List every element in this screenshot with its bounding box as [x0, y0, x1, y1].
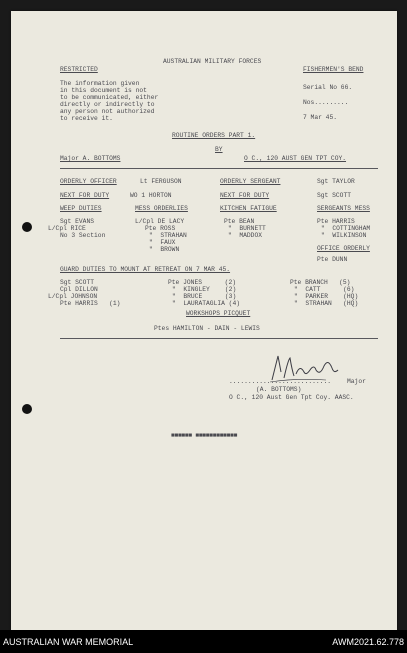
orderly-officer-label: ORDERLY OFFICER [60, 178, 117, 185]
guard-line: " CATT (6) [294, 286, 355, 293]
orderly-sergeant: Sgt TAYLOR [317, 178, 355, 185]
kitchen-fatigue-line: " MADDOX [228, 232, 263, 239]
office-orderly-title: OFFICE ORDERLY [317, 245, 370, 252]
weep-duties-line: Sgt EVANS [60, 218, 95, 225]
guard-line: " LAURATAGLIA (4) [172, 300, 241, 307]
notice-line: directly or indirectly to [60, 101, 155, 108]
mess-orderlies-line: " FAUX [149, 239, 176, 246]
guard-line: L/Cpl JOHNSON [48, 293, 98, 300]
next-sergeant: Sgt SCOTT [317, 192, 352, 199]
weep-duties-line: L/Cpl RICE [48, 225, 86, 232]
orderly-officer: Lt FERGUSON [140, 178, 182, 185]
mess-orderlies-line: " BROWN [149, 246, 180, 253]
sergeants-mess-title: SERGEANTS MESS [317, 205, 370, 212]
nos-field: Nos......... [303, 99, 349, 106]
weep-duties-title: WEEP DUTIES [60, 205, 102, 212]
sergeants-mess-line: " COTTINGHAM [321, 225, 371, 232]
sergeants-mess-line: " WILKINSON [321, 232, 367, 239]
order-date: 7 Mar 45. [303, 114, 338, 121]
guard-line: " STRAHAN (HQ) [294, 300, 359, 307]
guard-line: " PARKER (HQ) [294, 293, 359, 300]
header-title: AUSTRALIAN MILITARY FORCES [163, 58, 262, 65]
orderly-sergeant-label: ORDERLY SERGEANT [220, 178, 281, 185]
guard-line: Sgt SCOTT [60, 279, 95, 286]
guard-line: Pte JONES (2) [168, 279, 237, 286]
notice-line: The information given [60, 80, 140, 87]
serial-number: Serial No 66. [303, 84, 353, 91]
mess-orderlies-line: " STRAHAN [149, 232, 187, 239]
mess-orderlies-line: Pte ROSS [145, 225, 176, 232]
orders-title: ROUTINE ORDERS PART 1. [172, 132, 256, 139]
divider [60, 168, 378, 169]
command-name: O C., 120 AUST GEN TPT COY. [244, 155, 347, 162]
weep-duties-line: No 3 Section [60, 232, 106, 239]
officer-name: Major A. BOTTOMS [60, 155, 121, 162]
guard-line: Pte HARRIS (1) [60, 300, 121, 307]
guard-line: " BRUCE (3) [172, 293, 237, 300]
kitchen-fatigue-title: KITCHEN FATIGUE [220, 205, 277, 212]
footer-institution: AUSTRALIAN WAR MEMORIAL [3, 637, 134, 647]
signature-rank: Major [347, 378, 366, 385]
signature-name: (A. BOTTOMS) [256, 386, 302, 393]
restricted-label: RESTRICTED [60, 66, 98, 73]
kitchen-fatigue-line: Pte BEAN [224, 218, 255, 225]
notice-line: any person not authorized [60, 108, 155, 115]
mess-orderlies-title: MESS ORDERLIES [135, 205, 188, 212]
punch-hole-bottom [22, 404, 32, 414]
workshops-picquet-title: WORKSHOPS PICQUET [186, 310, 251, 317]
guard-line: Cpl DILLON [60, 286, 98, 293]
guard-line: " KINGLEY (2) [172, 286, 237, 293]
office-orderly-line: Pte DUNN [317, 256, 348, 263]
divider [60, 338, 378, 339]
footer-bar [0, 630, 407, 653]
struck-out-text: ■■■■■■ ■■■■■■■■■■■■ [171, 432, 238, 439]
signature-dots: ........................... [229, 378, 332, 385]
notice-line: to be communicated, either [60, 94, 159, 101]
kitchen-fatigue-line: " BURNETT [228, 225, 266, 232]
orders-by: BY [215, 146, 223, 153]
punch-hole-top [22, 222, 32, 232]
notice-line: to receive it. [60, 115, 113, 122]
next-officer: WO 1 HORTON [130, 192, 172, 199]
guard-line: Pte BRANCH (5) [290, 279, 351, 286]
footer-accession-number: AWM2021.62.778 [332, 637, 404, 647]
mess-orderlies-line: L/Cpl DE LACY [135, 218, 185, 225]
next-for-duty-label: NEXT FOR DUTY [60, 192, 110, 199]
guard-duties-title: GUARD DUTIES TO MOUNT AT RETREAT ON 7 MAR 45. [60, 266, 231, 273]
sergeants-mess-line: Pte HARRIS [317, 218, 355, 225]
workshops-picquet-line: Ptes HAMILTON - DAIN - LEWIS [154, 325, 260, 332]
signature-unit: O C., 120 Aust Gen Tpt Coy. AASC. [229, 394, 354, 401]
location-label: FISHERMEN'S BEND [303, 66, 364, 73]
next-for-duty-label: NEXT FOR DUTY [220, 192, 270, 199]
notice-line: in this document is not [60, 87, 147, 94]
